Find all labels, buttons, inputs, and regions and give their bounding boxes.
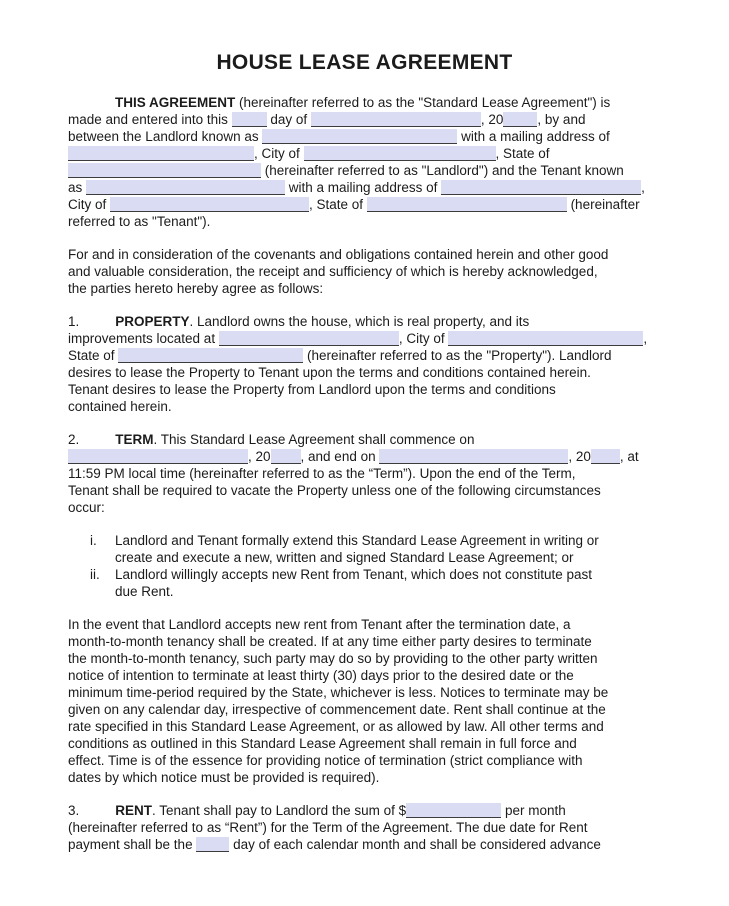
text-line bbox=[68, 364, 661, 381]
text-run: State of bbox=[68, 348, 119, 363]
text-run: notice of intention to terminate at least thirty (30) days prior to the desired date or the bbox=[68, 668, 574, 683]
text-run: given on any calendar day, irrespective of commencement date. Rent shall continue at the bbox=[68, 702, 606, 717]
text-line bbox=[68, 769, 661, 786]
text-run: and valuable consideration, the receipt and sufficiency of which is hereby acknowledged, bbox=[68, 264, 598, 279]
text-run: , State of bbox=[495, 146, 550, 161]
list-item-body bbox=[115, 532, 599, 566]
text-run: with a mailing address of bbox=[285, 180, 442, 195]
text-run: minimum time-period required by the State, whichever is less. Notices to terminate may be bbox=[68, 685, 609, 700]
text-run: desires to lease the Property to Tenant upon the terms and conditions contained herein. bbox=[68, 365, 591, 380]
blank-field[interactable] bbox=[262, 129, 457, 144]
text-line bbox=[68, 667, 661, 684]
section-1-property bbox=[68, 313, 661, 415]
blank-field[interactable] bbox=[379, 449, 568, 464]
text-run: Landlord and Tenant formally extend this Standard Lease Agreement in writing or bbox=[115, 533, 599, 548]
text-line bbox=[68, 263, 661, 280]
section-3-rent bbox=[68, 802, 661, 853]
tab-spacer bbox=[68, 106, 115, 107]
text-line bbox=[68, 381, 661, 398]
bold-run: THIS AGREEMENT bbox=[115, 95, 236, 110]
text-run: (hereinafter bbox=[566, 197, 640, 212]
blank-field[interactable] bbox=[503, 112, 537, 127]
text-line bbox=[68, 482, 661, 499]
text-run: . This Standard Lease Agreement shall commence on bbox=[153, 432, 475, 447]
blank-field[interactable] bbox=[304, 146, 496, 161]
text-line bbox=[68, 633, 661, 650]
text-run: day of each calendar month and shall be considered advance bbox=[229, 837, 601, 852]
text-run: City of bbox=[68, 197, 111, 212]
text-line bbox=[68, 246, 661, 263]
text-line bbox=[68, 684, 661, 701]
blank-field[interactable] bbox=[196, 837, 229, 852]
text-run: (hereinafter referred to as "Landlord") and the Tenant known bbox=[261, 163, 624, 178]
consideration-paragraph bbox=[68, 246, 661, 297]
blank-field[interactable] bbox=[86, 180, 285, 195]
text-run: 1. bbox=[68, 314, 80, 329]
holdover-paragraph bbox=[68, 616, 661, 786]
text-run: , and end on bbox=[300, 449, 380, 464]
text-run: the parties hereto hereby agree as follows: bbox=[68, 281, 324, 296]
text-line bbox=[68, 196, 661, 213]
text-line bbox=[68, 836, 661, 853]
text-line bbox=[68, 213, 661, 230]
text-line bbox=[68, 752, 661, 769]
text-line bbox=[68, 398, 661, 415]
text-line bbox=[68, 499, 661, 516]
text-run: the month-to-month tenancy, such party may do so by providing to the other party written bbox=[68, 651, 598, 666]
list-item bbox=[68, 566, 661, 600]
blank-field[interactable] bbox=[232, 112, 267, 127]
text-line bbox=[68, 145, 661, 162]
blank-field[interactable] bbox=[271, 449, 301, 464]
text-run: (hereinafter referred to as the "Property"). Landlord bbox=[303, 348, 612, 363]
blank-field[interactable] bbox=[441, 180, 641, 195]
bold-run: PROPERTY bbox=[115, 314, 190, 329]
text-run: day of bbox=[266, 112, 311, 127]
text-run: month-to-month tenancy shall be created. If at any time either party desires to terminate bbox=[68, 634, 592, 649]
blank-field[interactable] bbox=[367, 197, 567, 212]
text-run: . Tenant shall pay to Landlord the sum of $ bbox=[152, 803, 407, 818]
text-line bbox=[68, 819, 661, 836]
text-line bbox=[68, 330, 661, 347]
blank-field[interactable] bbox=[591, 449, 620, 464]
list-item bbox=[68, 532, 661, 566]
text-run: referred to as "Tenant"). bbox=[68, 214, 211, 229]
text-run: (hereinafter referred to as “Rent”) for the Term of the Agreement. The due date for Rent bbox=[68, 820, 588, 835]
text-run: as bbox=[68, 180, 87, 195]
text-line bbox=[68, 616, 661, 633]
tab-spacer bbox=[79, 443, 115, 444]
intro-paragraph bbox=[68, 94, 661, 230]
text-run: , 20 bbox=[480, 112, 504, 127]
text-line bbox=[68, 650, 661, 667]
text-run: For and in consideration of the covenants and obligations contained herein and other good bbox=[68, 247, 609, 262]
blank-field[interactable] bbox=[118, 348, 303, 363]
bold-run: RENT bbox=[115, 803, 153, 818]
blank-field[interactable] bbox=[219, 331, 399, 346]
text-line bbox=[68, 802, 661, 819]
text-line bbox=[68, 94, 661, 111]
text-line bbox=[68, 111, 661, 128]
blank-field[interactable] bbox=[406, 803, 501, 818]
text-run: with a mailing address of bbox=[457, 129, 610, 144]
text-run: conditions as outlined in this Standard Lease Agreement shall remain in full force and bbox=[68, 736, 577, 751]
text-run: Tenant shall be required to vacate the Property unless one of the following circumstances bbox=[68, 483, 601, 498]
text-run: per month bbox=[501, 803, 566, 818]
text-run: contained herein. bbox=[68, 399, 172, 414]
text-line bbox=[115, 549, 599, 566]
text-run: 11:59 PM local time (hereinafter referred to as the “Term”). Upon the end of the Term, bbox=[68, 466, 576, 481]
blank-field[interactable] bbox=[311, 112, 481, 127]
text-run: , at bbox=[619, 449, 639, 464]
blank-field[interactable] bbox=[68, 163, 261, 178]
text-line bbox=[68, 465, 661, 482]
list-marker: i. bbox=[90, 533, 97, 548]
text-line bbox=[68, 701, 661, 718]
blank-field[interactable] bbox=[68, 146, 254, 161]
term-extension-list bbox=[68, 532, 661, 600]
section-2-term bbox=[68, 431, 661, 516]
text-run: 2. bbox=[68, 432, 80, 447]
text-line bbox=[115, 566, 592, 583]
text-line bbox=[68, 162, 661, 179]
text-run: payment shall be the bbox=[68, 837, 197, 852]
text-line bbox=[115, 583, 592, 600]
text-line bbox=[68, 179, 661, 196]
text-line bbox=[68, 347, 661, 364]
text-run: between the Landlord known as bbox=[68, 129, 263, 144]
text-line bbox=[115, 532, 599, 549]
document-title: HOUSE LEASE AGREEMENT bbox=[216, 51, 513, 74]
text-run: , City of bbox=[254, 146, 304, 161]
blank-field[interactable] bbox=[68, 449, 248, 464]
text-run: , bbox=[641, 180, 645, 195]
text-line bbox=[68, 280, 661, 297]
text-line bbox=[68, 313, 661, 330]
text-run: made and entered into this bbox=[68, 112, 232, 127]
text-line bbox=[68, 448, 661, 465]
blank-field[interactable] bbox=[110, 197, 309, 212]
text-run: , by and bbox=[537, 112, 586, 127]
text-run: dates by which notice must be provided is required). bbox=[68, 770, 380, 785]
document-body bbox=[68, 94, 661, 853]
text-run: . Landlord owns the house, which is real property, and its bbox=[189, 314, 530, 329]
text-run: effect. Time is of the essence for providing notice of termination (strict compliance with bbox=[68, 753, 583, 768]
text-run: , 20 bbox=[248, 449, 271, 464]
text-run: (hereinafter referred to as the "Standard Lease Agreement") is bbox=[235, 95, 611, 110]
tab-spacer bbox=[79, 814, 115, 815]
list-item-body bbox=[115, 566, 592, 600]
text-line bbox=[68, 431, 661, 448]
text-run: occur: bbox=[68, 500, 105, 515]
text-run: , 20 bbox=[568, 449, 591, 464]
text-run: In the event that Landlord accepts new rent from Tenant after the termination date, a bbox=[68, 617, 571, 632]
text-run: Landlord willingly accepts new Rent from Tenant, which does not constitute past bbox=[115, 567, 593, 582]
text-run: , City of bbox=[398, 331, 449, 346]
text-run: rate specified in this Standard Lease Agreement, or as allowed by law. All other terms and bbox=[68, 719, 604, 734]
blank-field[interactable] bbox=[448, 331, 643, 346]
text-run: , State of bbox=[309, 197, 367, 212]
text-line bbox=[68, 735, 661, 752]
list-marker: ii. bbox=[90, 567, 100, 582]
tab-spacer bbox=[79, 325, 115, 326]
text-run: , bbox=[643, 331, 648, 346]
text-line bbox=[68, 718, 661, 735]
text-run: due Rent. bbox=[115, 584, 174, 599]
bold-run: TERM bbox=[115, 432, 154, 447]
text-line bbox=[68, 128, 661, 145]
text-run: Tenant desires to lease the Property from Landlord upon the terms and conditions bbox=[68, 382, 556, 397]
text-run: create and execute a new, written and signed Standard Lease Agreement; or bbox=[115, 550, 574, 565]
text-run: improvements located at bbox=[68, 331, 219, 346]
text-run: 3. bbox=[68, 803, 80, 818]
